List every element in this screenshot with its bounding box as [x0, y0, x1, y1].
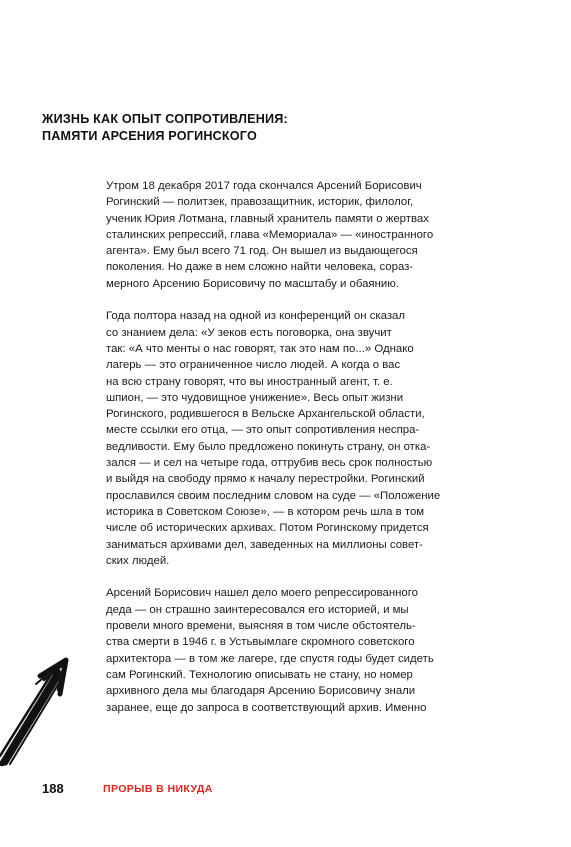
text-line: агента». Ему был всего 71 год. Он вышел из выдающегося [106, 245, 418, 258]
text-line: ских людей. [106, 554, 170, 567]
text-line: так: «А что менты о нас говорят, так это нам по...» Однако [106, 342, 414, 355]
text-line: сталинских репрессий, глава «Мемориала» — «иностранного [106, 228, 434, 241]
chapter-heading-line-2: ПАМЯТИ АРСЕНИЯ РОГИНСКОГО [42, 129, 257, 143]
text-line: архитектора — в том же лагере, где спустя годы будет сидеть [106, 652, 434, 665]
running-footer-title: ПРОРЫВ В НИКУДА [103, 783, 213, 795]
text-line: числе об исторических архивах. Потом Рогинскому придется [106, 522, 429, 535]
text-line: прославился своим последним словом на суде — «Положение [106, 489, 441, 502]
arrow-up-right-icon [0, 656, 80, 766]
text-line: шпион, — это чудовищное унижение». Весь опыт жизни [106, 391, 404, 404]
text-line: заниматься архивами дел, заведенных на миллионы совет- [106, 538, 423, 551]
article-body [106, 178, 526, 716]
text-line: сам Рогинский. Технологию описывать не стану, но номер [106, 668, 413, 681]
text-line: ства смерти в 1946 г. в Устьвымлаге скромного советского [106, 636, 415, 649]
text-line: ученик Юрия Лотмана, главный хранитель памяти о жертвах [106, 212, 429, 225]
page-number: 188 [42, 781, 64, 796]
text-line: Рогинского, родившегося в Вельске Архангельской области, [106, 408, 425, 421]
text-line: мерного Арсению Борисовичу по масштабу и обаянию. [106, 277, 399, 290]
text-line: месте ссылки его отца, — это опыт сопротивления неспра- [106, 424, 420, 437]
paragraph-1 [106, 178, 526, 292]
paragraph-3 [106, 585, 526, 715]
text-line: со знанием дела: «У зеков есть поговорка, она звучит [106, 326, 392, 339]
text-line: зался — и сел на четыре года, оттрубив весь срок полностью [106, 457, 433, 470]
text-line: Рогинский — политзек, правозащитник, историк, филолог, [106, 196, 414, 209]
text-line: поколения. Но даже в нем сложно найти человека, сораз- [106, 261, 414, 274]
text-line: архивного дела мы благодаря Арсению Борисовичу знали [106, 685, 416, 698]
text-line: ведливости. Ему было предложено покинуть страну, он отка- [106, 440, 431, 453]
text-line: Арсений Борисович нашел дело моего репрессированного [106, 587, 418, 600]
text-line: Года полтора назад на одной из конференций он сказал [106, 310, 406, 323]
text-line: и выйдя на свободу прямо к началу перестройки. Рогинский [106, 473, 425, 486]
text-line: историка в Советском Союзе», — в котором речь шла в том [106, 505, 425, 518]
text-line: деда — он страшно заинтересовался его историей, и мы [106, 603, 409, 616]
text-line: на всю страну говорят, что вы иностранный агент, т. е. [106, 375, 393, 388]
text-line: заранее, еще до запроса в соответствующий архив. Именно [106, 701, 427, 714]
paragraph-2 [106, 308, 526, 569]
text-line: Утром 18 декабря 2017 года скончался Арсений Борисович [106, 180, 422, 192]
chapter-heading [42, 111, 502, 145]
chapter-heading-line-1: ЖИЗНЬ КАК ОПЫТ СОПРОТИВЛЕНИЯ: [42, 112, 288, 126]
text-line: провели много времени, выясняя в том числе обстоятель- [106, 620, 416, 633]
text-line: лагерь — это ограниченное число людей. А когда о вас [106, 359, 401, 372]
